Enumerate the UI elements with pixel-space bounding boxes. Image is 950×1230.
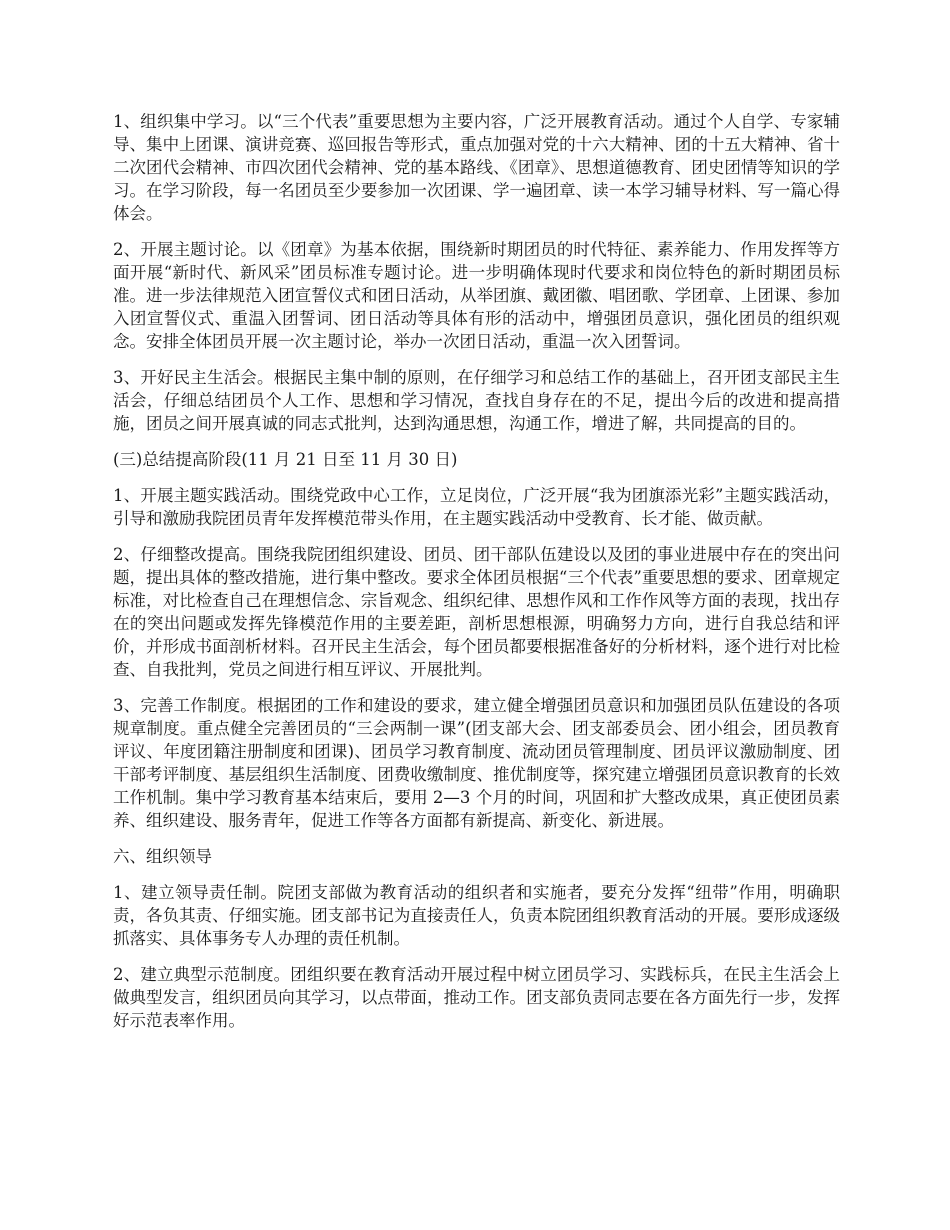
section-heading-leadership: 六、组织领导 — [113, 847, 212, 866]
paragraph-practice-activity: 1、开展主题实践活动。围绕党政中心工作，立足岗位，广泛开展“我为团旗添光彩”主题实践活动，引导和激励我院团员青年发挥模范带头作用，在主题实践活动中受教育、长才能、做贡献。 — [113, 486, 840, 528]
paragraph-work-system: 3、完善工作制度。根据团的工作和建设的要求，建立健全增强团员意识和加强团员队伍建设的各项规章制度。重点健全完善团员的“三会两制一课”(团支部大会、团支部委员会、团小组会，团员教育评议、年度团籍注册制度和团课)、团员学习教育制度、流动团员管理制度、团员评议激励制度、团干部考评制度、基层组织生活制度、团费收缴制度、推优制度等，探究建立增强团员意识教育的长效工作机制。集中学习教育基本结束后，要用 2—3 个月的时间，巩固和扩大整改成果，真正使团员素养、组织建设、服务青年，促进工作等各方面都有新提高、新变化、新进展。 — [113, 696, 840, 830]
section-heading-summary-stage: (三)总结提高阶段(11 月 21 日至 11 月 30 日) — [113, 450, 458, 469]
paragraph-responsibility: 1、建立领导责任制。院团支部做为教育活动的组织者和实施者，要充分发挥“纽带”作用，明确职责，各负其责、仔细实施。团支部书记为直接责任人，负责本院团组织教育活动的开展。要形成逐级抓落实、具体事务专人办理的责任机制。 — [113, 883, 840, 948]
paragraph-democratic-meeting: 3、开好民主生活会。根据民主集中制的原则，在仔细学习和总结工作的基础上，召开团支部民主生活会，仔细总结团员个人工作、思想和学习情况，查找自身存在的不足，提出今后的改进和提高措施，团员之间开展真诚的同志式批判，达到沟通思想，沟通工作，增进了解，共同提高的目的。 — [113, 368, 840, 433]
paragraph-discussion: 2、开展主题讨论。以《团章》为基本依据，围绕新时期团员的时代特征、素养能力、作用发挥等方面开展“新时代、新风采”团员标准专题讨论。进一步明确体现时代要求和岗位特色的新时期团员标准。进一步法律规范入团宣誓仪式和团日活动，从举团旗、戴团徽、唱团歌、学团章、上团课、参加入团宣誓仪式、重温入团誓词、团日活动等具体有形的活动中，增强团员意识，强化团员的组织观念。安排全体团员开展一次主题讨论，举办一次团日活动，重温一次入团誓词。 — [113, 240, 840, 351]
document-body — [113, 110, 840, 1045]
paragraph-study: 1、组织集中学习。以“三个代表”重要思想为主要内容，广泛开展教育活动。通过个人自学、专家辅导、集中上团课、演讲竞赛、巡回报告等形式，重点加强对党的十六大精神、团的十五大精神、省十二次团代会精神、市四次团代会精神、党的基本路线、《团章》、思想道德教育、团史团情等知识的学习。在学习阶段，每一名团员至少要参加一次团课、学一遍团章、读一本学习辅导材料、写一篇心得体会。 — [113, 112, 840, 223]
paragraph-rectification: 2、仔细整改提高。围绕我院团组织建设、团员、团干部队伍建设以及团的事业进展中存在的突出问题，提出具体的整改措施，进行集中整改。要求全体团员根据“三个代表”重要思想的要求、团章规定标准，对比检查自己在理想信念、宗旨观念、组织纪律、思想作风和工作作风等方面的表现，找出存在的突出问题或发挥先锋模范作用的主要差距，剖析思想根源，明确努力方向，进行自我总结和评价，并形成书面剖析材料。召开民主生活会，每个团员都要根据准备好的分析材料，逐个进行对比检查、自我批判，党员之间进行相互评议、开展批判。 — [113, 545, 840, 679]
paragraph-model-demonstration: 2、建立典型示范制度。团组织要在教育活动开展过程中树立团员学习、实践标兵，在民主生活会上做典型发言，组织团员向其学习，以点带面，推动工作。团支部负责同志要在各方面先行一步，发挥好示范表率作用。 — [113, 965, 840, 1030]
